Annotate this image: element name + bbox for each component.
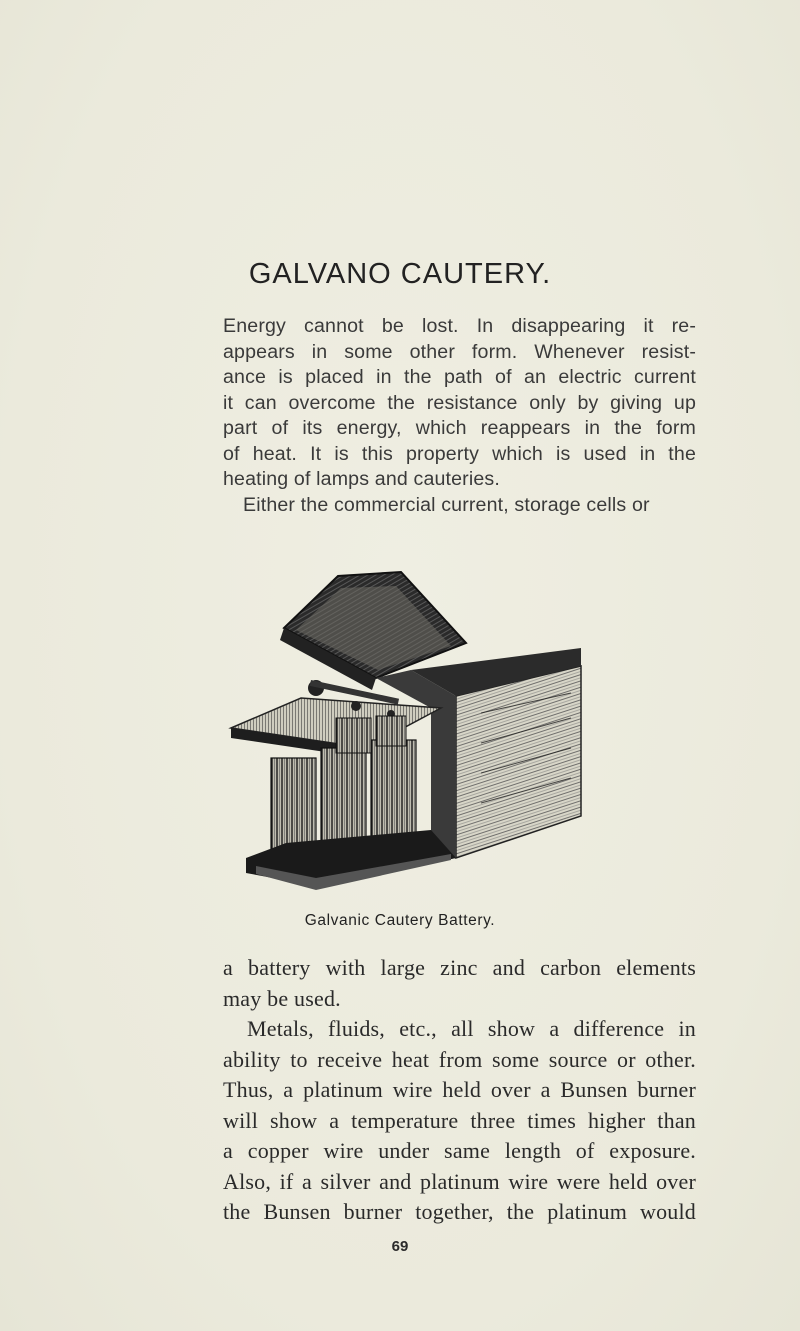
text-line: Also, if a silver and platinum wire were held over (223, 1168, 696, 1194)
text-line: Metals, fluids, etc., all show a difference in (247, 1016, 696, 1041)
text-line: a copper wire under same length of exposure. (223, 1138, 696, 1163)
text-line: Thus, a platinum wire held over a Bunsen burner (223, 1077, 696, 1102)
text-line: ability to receive heat from some source or other. (223, 1046, 696, 1072)
text-line: Energy cannot be lost. In disappearing it re- (223, 315, 696, 337)
text-line: Either the commercial current, storage cells or (243, 493, 650, 516)
paragraph-energy (223, 314, 696, 518)
text-line: part of its energy, which reappears in the form (223, 417, 696, 439)
paragraph-metals (223, 953, 696, 1228)
galvanic-cautery-battery-engraving (226, 568, 586, 898)
text-line: the Bunsen burner together, the platinum would (223, 1199, 696, 1224)
page-title: GALVANO CAUTERY. (248, 258, 552, 290)
text-line: appears in some other form. Whenever resist- (223, 340, 696, 363)
figure-caption: Galvanic Cautery Battery. (304, 912, 496, 929)
text-line: ance is placed in the path of an electric current (223, 366, 696, 388)
text-line: of heat. It is this property which is used in the (223, 442, 696, 465)
text-line: a battery with large zinc and carbon elements (223, 955, 696, 980)
text-line: heating of lamps and cauteries. (223, 468, 500, 490)
text-line: it can overcome the resistance only by giving up (223, 391, 696, 414)
text-line: may be used. (223, 985, 341, 1011)
battery-illustration (226, 568, 586, 898)
page-number: 69 (391, 1238, 409, 1255)
text-line: will show a temperature three times higher than (223, 1107, 696, 1133)
